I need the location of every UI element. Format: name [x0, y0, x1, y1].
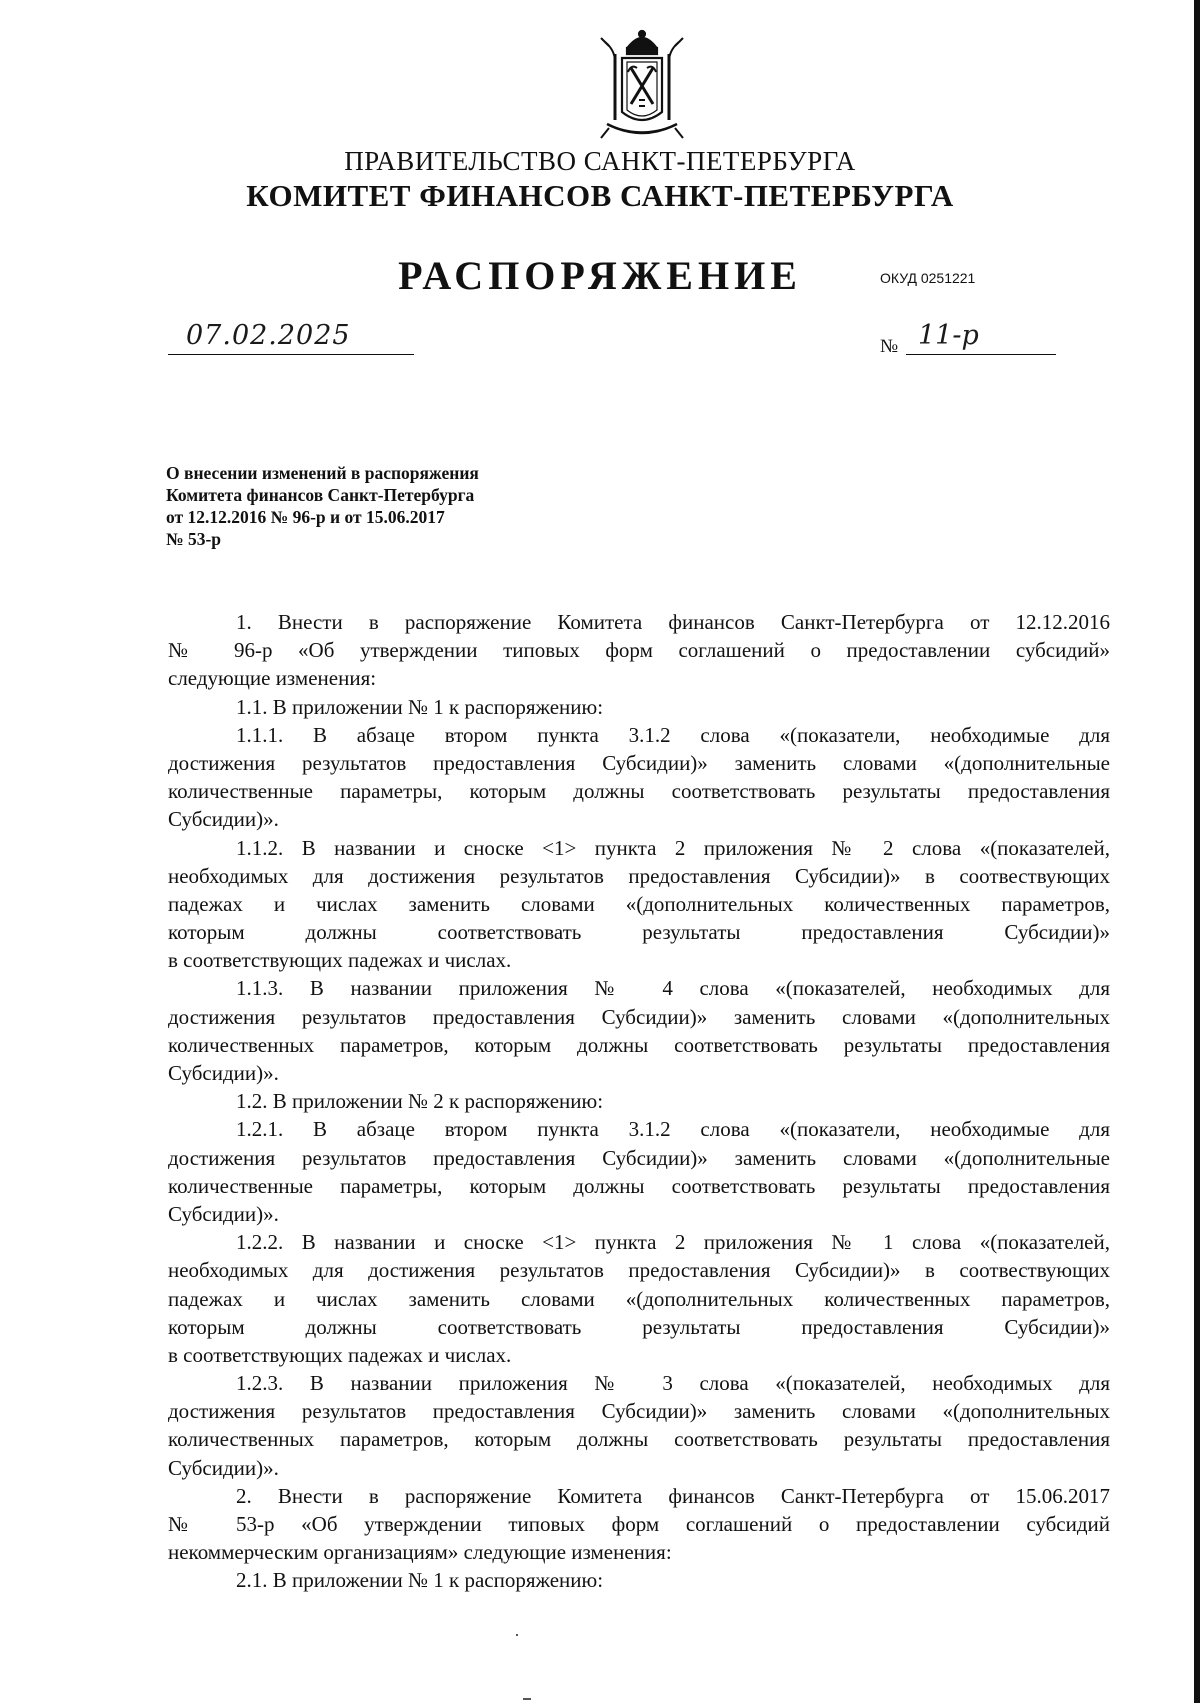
government-title: ПРАВИТЕЛЬСТВО САНКТ-ПЕТЕРБУРГА	[344, 146, 856, 176]
body-line: 1.2. В приложении № 2 к распоряжению:	[236, 1089, 604, 1114]
body-line: 1.1.3. В названии приложения № 4 слова «(показателей, необходимых для	[236, 976, 1110, 1001]
body-line: которым должны соответствовать результаты предоставления Субсидии)»	[168, 920, 1110, 945]
body-line: 1.2.3. В названии приложения № 3 слова «(показателей, необходимых для	[236, 1371, 1110, 1396]
subject-line: от 12.12.2016 № 96-р и от 15.06.2017	[166, 507, 445, 527]
body-line: падежах и числах заменить словами «(дополнительных количественных параметров,	[168, 1286, 1110, 1311]
body-line: следующие изменения:	[168, 666, 377, 691]
body-line: количественные параметры, которым должны соответствовать результаты предоставления	[168, 779, 1110, 804]
body-line: Субсидии)».	[168, 1061, 279, 1085]
body-line: достижения результатов предоставления Субсидии)» заменить словами «(дополнительных	[168, 1399, 1110, 1424]
body-line: Субсидии)».	[168, 1455, 279, 1480]
body-line: падежах и числах заменить словами «(дополнительных количественных параметров,	[168, 891, 1110, 916]
body-line: 2.1. В приложении № 1 к распоряжению:	[236, 1568, 604, 1593]
subject-line: О внесении изменений в распоряжения	[166, 463, 479, 483]
body-line: некоммерческим организациям» следующие изменения:	[168, 1540, 672, 1565]
body-line: 1.2.1. В абзаце втором пункта 3.1.2 слова «(показатели, необходимые для	[236, 1117, 1110, 1142]
body-line: достижения результатов предоставления Субсидии)» заменить словами «(дополнительных	[168, 1004, 1110, 1029]
body-line: Субсидии)».	[168, 1201, 279, 1226]
body-line: количественных параметров, которым должны соответствовать результаты предоставления	[168, 1427, 1110, 1452]
body-line: 1.1.1. В абзаце втором пункта 3.1.2 слова «(показатели, необходимые для	[236, 722, 1110, 747]
handwritten-number: 11-р	[918, 320, 979, 351]
body-line: 1.1. В приложении № 1 к распоряжению:	[236, 694, 604, 719]
body-line: достижения результатов предоставления Субсидии)» заменить словами «(дополнительные	[168, 1145, 1110, 1170]
body-line: количественные параметры, которым должны соответствовать результаты предоставления	[168, 1173, 1110, 1198]
committee-title: КОМИТЕТ ФИНАНСОВ САНКТ-ПЕТЕРБУРГА	[246, 178, 954, 213]
coat-of-arms-icon	[587, 28, 697, 148]
body-line: № 53-р «Об утверждении типовых форм соглашений о предоставлении субсидий	[168, 1512, 1110, 1536]
body-line: в соответствующих падежах и числах.	[168, 948, 512, 973]
body-line: № 96-р «Об утверждении типовых форм соглашений о предоставлении субсидий»	[168, 638, 1110, 663]
number-underline	[906, 354, 1056, 355]
number-label: №	[880, 336, 899, 357]
subject-line: № 53-р	[166, 529, 222, 549]
okud-code: ОКУД 0251221	[880, 270, 976, 286]
body-line: 2. Внести в распоряжение Комитета финансов Санкт-Петербурга от 15.06.2017	[236, 1483, 1110, 1508]
body-line: 1.1.2. В названии и сноске <1> пункта 2 приложения № 2 слова «(показателей,	[236, 835, 1110, 860]
scan-speck	[516, 1634, 518, 1636]
subject-line: Комитета финансов Санкт-Петербурга	[166, 485, 475, 505]
document-body	[168, 608, 1110, 1595]
body-line: 1.2.2. В названии и сноске <1> пункта 2 приложения № 1 слова «(показателей,	[236, 1230, 1110, 1255]
body-line: необходимых для достижения результатов предоставления Субсидии)» в соотвествующих	[168, 1258, 1110, 1283]
body-line: в соответствующих падежах и числах.	[168, 1342, 512, 1367]
body-line: необходимых для достижения результатов предоставления Субсидии)» в соотвествующих	[168, 863, 1110, 888]
date-underline	[168, 354, 414, 355]
body-line: достижения результатов предоставления Субсидии)» заменить словами «(дополнительные	[168, 750, 1110, 775]
subject-block	[166, 462, 606, 550]
body-line: Субсидии)».	[168, 807, 279, 832]
body-line: 1. Внести в распоряжение Комитета финансов Санкт-Петербурга от 12.12.2016	[236, 610, 1110, 634]
handwritten-date: 07.02.2025	[186, 320, 351, 351]
document-type-title: РАСПОРЯЖЕНИЕ	[398, 253, 802, 298]
scan-speck	[523, 1698, 531, 1700]
body-line: количественных параметров, которым должны соответствовать результаты предоставления	[168, 1032, 1110, 1057]
body-line: которым должны соответствовать результаты предоставления Субсидии)»	[168, 1314, 1110, 1339]
